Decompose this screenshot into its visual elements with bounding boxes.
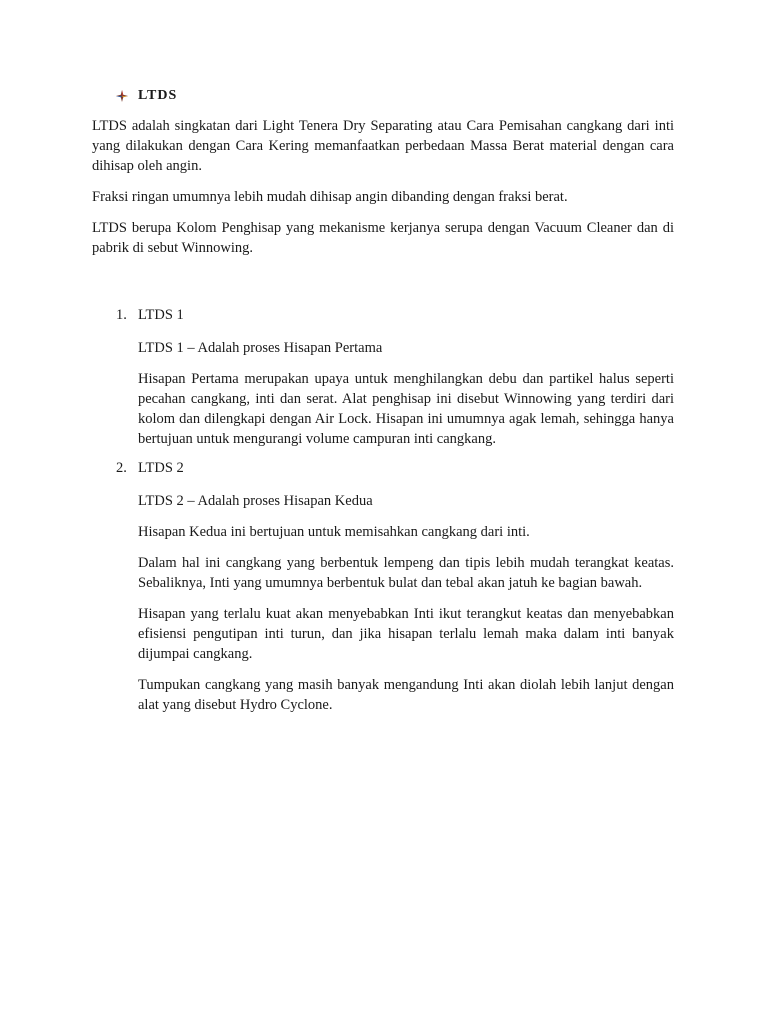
- intro-paragraph-3: LTDS berupa Kolom Penghisap yang mekanisme kerjanya serupa dengan Vacuum Cleaner dan di pabrik di sebut Winnowing.: [92, 220, 674, 256]
- section-heading: [116, 86, 674, 106]
- document-page: [92, 86, 674, 726]
- ltds1-paragraph-1: LTDS 1 – Adalah proses Hisapan Pertama: [138, 340, 383, 356]
- list-item-ltds-2: [116, 460, 674, 480]
- ltds2-paragraph-4: Hisapan yang terlalu kuat akan menyebabkan Inti ikut terangkut keatas dan menyebabkan efisiensi pengutipan inti turun, dan jika hisapan terlalu lemah maka dalam inti banyak dijumpai cangkang.: [138, 606, 674, 662]
- intro-paragraph-1: LTDS adalah singkatan dari Light Tenera Dry Separating atau Cara Pemisahan cangkang dari inti yang dilakukan dengan Cara Kering memanfaatkan perbedaan Massa Berat material dengan cara dihisap oleh angin.: [92, 118, 674, 174]
- ltds2-paragraph-5: Tumpukan cangkang yang masih banyak mengandung Inti akan diolah lebih lanjut dengan alat yang disebut Hydro Cyclone.: [138, 677, 674, 713]
- ltds2-paragraph-3: Dalam hal ini cangkang yang berbentuk lempeng dan tipis lebih mudah terangkat keatas. Sebaliknya, Inti yang umumnya berbentuk bulat dan tebal akan jatuh ke bagian bawah.: [138, 555, 674, 591]
- intro-paragraph-2: Fraksi ringan umumnya lebih mudah dihisap angin dibanding dengan fraksi berat.: [92, 189, 568, 205]
- ltds2-paragraph-1: LTDS 2 – Adalah proses Hisapan Kedua: [138, 493, 373, 509]
- four-point-star-bullet-icon: [116, 90, 128, 102]
- list-number: 1.: [116, 307, 127, 323]
- list-item-ltds-1: [116, 307, 674, 327]
- list-title: LTDS 1: [138, 307, 184, 323]
- heading-text: LTDS: [138, 88, 178, 103]
- ltds1-paragraph-2: Hisapan Pertama merupakan upaya untuk menghilangkan debu dan partikel halus seperti pecahan cangkang, inti dan serat. Alat penghisap ini disebut Winnowing yang terdiri dari kolom dan dilengkapi dengan Air Lock. Hisapan ini umumnya agak lemah, sehingga hanya bertujuan untuk mengurangi volume campuran inti cangkang.: [138, 371, 674, 447]
- list-title: LTDS 2: [138, 460, 184, 476]
- list-number: 2.: [116, 460, 127, 476]
- ltds2-paragraph-2: Hisapan Kedua ini bertujuan untuk memisahkan cangkang dari inti.: [138, 524, 530, 540]
